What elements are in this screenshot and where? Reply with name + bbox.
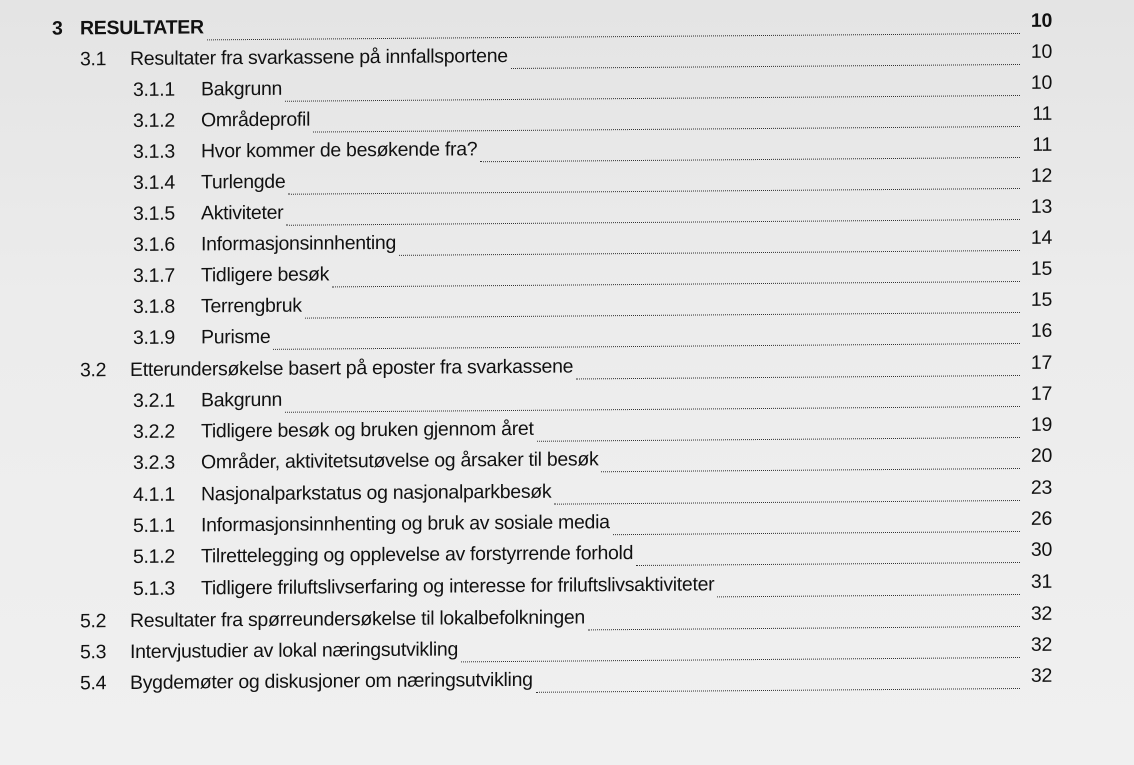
toc-entry-number: 3.1.9 <box>133 326 175 349</box>
toc-entry-number: 5.1.2 <box>133 545 175 568</box>
toc-entry-number: 3.2.3 <box>133 451 175 474</box>
toc-dot-leader <box>207 32 1020 40</box>
toc-dot-leader <box>332 280 1020 287</box>
toc-entry-page: 19 <box>1030 413 1052 436</box>
toc-entry-page: 11 <box>1032 133 1052 156</box>
toc-entry-number: 3.1.7 <box>133 264 175 287</box>
toc-entry-page: 30 <box>1030 538 1052 561</box>
toc-dot-leader <box>717 593 1020 597</box>
toc-entry-number: 4.1.1 <box>133 483 175 506</box>
toc-entry-number: 3.2.2 <box>133 420 175 443</box>
toc-entry-title: Resultater fra spørreundersøkelse til lokalbefolkningen <box>130 606 585 632</box>
toc-dot-leader <box>588 625 1020 630</box>
toc-entry-page: 10 <box>1030 40 1052 63</box>
toc-entry-page: 23 <box>1030 476 1052 499</box>
toc-entry[interactable] <box>80 665 1052 703</box>
toc-entry-page: 20 <box>1030 444 1052 467</box>
toc-dot-leader <box>536 687 1020 693</box>
toc-entry-number: 3.1.8 <box>133 295 175 318</box>
toc-entry-title: Tilrettelegging og opplevelse av forstyrrende forhold <box>201 542 634 568</box>
toc-entry-page: 15 <box>1030 257 1052 280</box>
toc-dot-leader <box>461 656 1020 662</box>
toc-entry-page: 15 <box>1030 288 1052 311</box>
toc-dot-leader <box>288 187 1020 195</box>
toc-entry-title: Bakgrunn <box>201 77 283 101</box>
toc-entry-page: 16 <box>1030 319 1052 342</box>
toc-entry-title: Informasjonsinnhenting <box>201 231 397 256</box>
toc-entry-page: 14 <box>1030 226 1052 249</box>
toc-entry-title: Aktiviteter <box>201 201 284 225</box>
toc-entry[interactable] <box>133 571 1052 608</box>
toc-entry-title: Resultater fra svarkassene på innfallsportene <box>130 45 508 70</box>
toc-entry-title: Hvor kommer de besøkende fra? <box>201 138 478 163</box>
toc-dot-leader <box>285 405 1020 413</box>
toc-entry-page: 17 <box>1030 382 1052 405</box>
toc-entry-title: Informasjonsinnhenting og bruk av sosiale media <box>201 511 610 537</box>
toc-entry-number: 3.1.4 <box>133 171 175 194</box>
toc-entry-title: Etterundersøkelse basert på eposter fra svarkassene <box>130 355 574 381</box>
toc-entry-number: 3 <box>52 17 63 40</box>
toc-entry[interactable] <box>133 445 1052 482</box>
toc-entry-page: 32 <box>1030 664 1052 687</box>
toc-entry-number: 3.1 <box>80 48 107 71</box>
toc-entry-page: 13 <box>1030 195 1052 218</box>
toc-entry-page: 32 <box>1030 602 1052 625</box>
toc-entry-page: 26 <box>1030 507 1052 530</box>
toc-entry-number: 5.1.3 <box>133 577 175 600</box>
toc-dot-leader <box>636 561 1020 566</box>
toc-dot-leader <box>286 218 1020 226</box>
toc-entry-number: 3.1.5 <box>133 202 175 225</box>
toc-entry-title: Terrengbruk <box>201 294 302 318</box>
toc-dot-leader <box>601 467 1020 472</box>
toc-entry-page: 32 <box>1030 633 1052 656</box>
toc-entry-number: 3.1.6 <box>133 233 175 256</box>
toc-entry-title: Purisme <box>201 325 271 349</box>
toc-entry-title: Nasjonalparkstatus og nasjonalparkbesøk <box>201 480 552 506</box>
toc-entry-page: 17 <box>1030 351 1052 374</box>
toc-entry-title: Tidligere friluftslivserfaring og interesse for friluftslivsaktiviteter <box>201 573 715 600</box>
toc-dot-leader <box>576 374 1020 379</box>
toc-entry-number: 3.2 <box>80 359 107 382</box>
toc-dot-leader <box>480 156 1020 162</box>
toc-entry-number: 5.2 <box>80 610 107 633</box>
toc-dot-leader <box>554 499 1020 505</box>
toc-dot-leader <box>537 436 1020 442</box>
toc-entry-page: 10 <box>1030 9 1052 32</box>
toc-entry-title: RESULTATER <box>80 16 204 40</box>
toc-entry-page: 31 <box>1030 570 1052 593</box>
toc-entry-title: Bygdemøter og diskusjoner om næringsutvikling <box>130 668 533 694</box>
toc-entry-number: 5.4 <box>80 672 107 695</box>
toc-entry-page: 10 <box>1030 71 1052 94</box>
toc-dot-leader <box>313 125 1020 133</box>
toc-entry-number: 3.2.1 <box>133 389 175 412</box>
toc-entry[interactable] <box>133 539 1052 576</box>
toc-entry-page: 11 <box>1032 102 1052 125</box>
toc-dot-leader <box>305 311 1020 319</box>
toc-entry-page: 12 <box>1030 164 1052 187</box>
toc-entry-title: Intervjustudier av lokal næringsutvikling <box>130 638 459 663</box>
toc-entry-title: Tidligere besøk og bruken gjennom året <box>201 417 534 443</box>
toc-dot-leader <box>285 94 1020 102</box>
toc-entry-title: Bakgrunn <box>201 388 283 412</box>
toc-entry-number: 3.1.1 <box>133 78 175 101</box>
toc-entry-number: 3.1.2 <box>133 109 175 132</box>
toc-entry-title: Turlengde <box>201 170 286 194</box>
toc-dot-leader <box>613 530 1020 535</box>
toc-entry-title: Områdeprofil <box>201 108 311 132</box>
toc-entry-title: Tidligere besøk <box>201 263 330 287</box>
toc-entry-number: 3.1.3 <box>133 140 175 163</box>
toc-entry-number: 5.1.1 <box>133 514 175 537</box>
toc-dot-leader <box>511 63 1020 69</box>
toc-dot-leader <box>399 249 1020 256</box>
toc-entry-number: 5.3 <box>80 641 107 664</box>
toc-entry-title: Områder, aktivitetsutøvelse og årsaker til besøk <box>201 448 599 474</box>
toc-entry[interactable] <box>133 320 1052 357</box>
toc-dot-leader <box>273 342 1020 350</box>
